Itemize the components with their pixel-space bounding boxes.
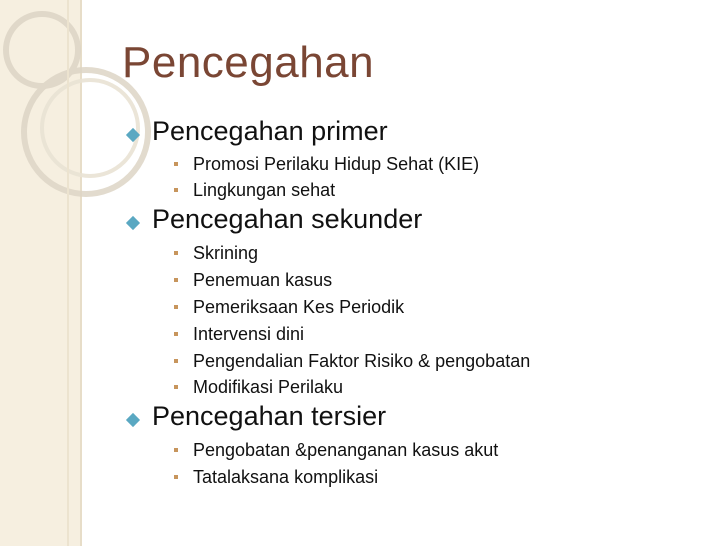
list-item: Intervensi dini xyxy=(193,324,305,344)
sub-bullet-icon xyxy=(174,385,178,389)
section-heading-primer: Pencegahan primer xyxy=(152,116,388,146)
section-heading-sekunder: Pencegahan sekunder xyxy=(152,204,423,234)
list-item: Skrining xyxy=(193,243,259,263)
list-item: Modifikasi Perilaku xyxy=(193,377,344,397)
decorative-ring-inner xyxy=(42,80,138,176)
sub-bullet-icon xyxy=(174,359,178,363)
sub-bullet-icon xyxy=(174,332,178,336)
list-item: Tatalaksana komplikasi xyxy=(193,467,379,487)
sub-bullet-icon xyxy=(174,251,178,255)
sub-bullet-icon xyxy=(174,162,178,166)
slide-title: Pencegahan xyxy=(122,38,375,87)
list-item: Pengobatan &penanganan kasus akut xyxy=(193,440,499,460)
list-item: Lingkungan sehat xyxy=(193,180,336,200)
sub-bullet-icon xyxy=(174,188,178,192)
list-item: Promosi Perilaku Hidup Sehat (KIE) xyxy=(193,154,480,174)
list-item: Pengendalian Faktor Risiko & pengobatan xyxy=(193,351,531,371)
section-heading-tersier: Pencegahan tersier xyxy=(152,401,387,431)
sub-bullet-icon xyxy=(174,448,178,452)
list-item: Penemuan kasus xyxy=(193,270,333,290)
sub-bullet-icon xyxy=(174,475,178,479)
sub-bullet-icon xyxy=(174,305,178,309)
list-item: Pemeriksaan Kes Periodik xyxy=(193,297,405,317)
sub-bullet-icon xyxy=(174,278,178,282)
